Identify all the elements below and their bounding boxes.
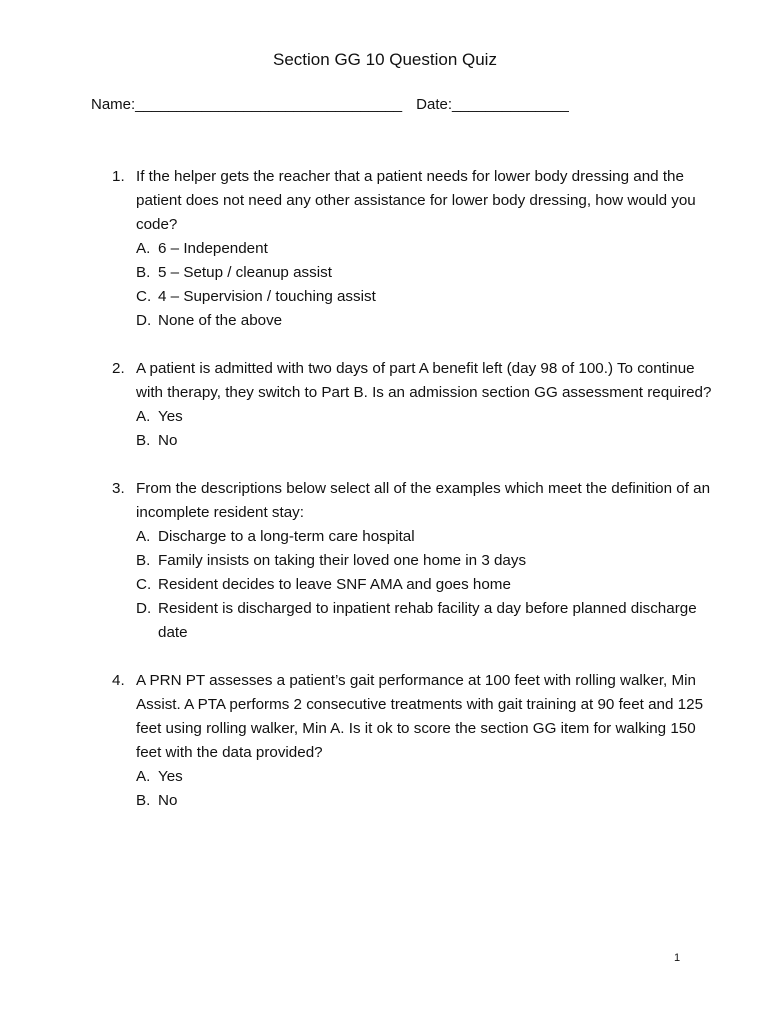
option-text: No (158, 432, 178, 449)
option-text: Yes (158, 408, 183, 425)
option-text: No (158, 792, 178, 809)
option-text: None of the above (158, 312, 283, 329)
option-text: Discharge to a long-term care hospital (158, 528, 415, 545)
option-text: Yes (158, 768, 183, 785)
answer-option (136, 285, 712, 309)
page-number: 1 (674, 952, 681, 964)
question-4 (112, 669, 712, 813)
option-text: 4 – Supervision / touching assist (158, 288, 376, 305)
question-body (136, 669, 712, 813)
question-number: 4. (112, 672, 125, 689)
question-text: If the helper gets the reacher that a patient needs for lower body dressing and the patient does not need any other assistance for lower body dressing, how would you code? (136, 168, 696, 233)
option-text: Resident decides to leave SNF AMA and goes home (158, 576, 511, 593)
question-body (136, 357, 712, 453)
question-text: From the descriptions below select all of the examples which meet the definition of an incomplete resident stay: (136, 480, 711, 521)
question-body (136, 477, 712, 645)
option-letter: C. (136, 288, 152, 305)
answer-option (136, 789, 712, 813)
answer-option (136, 429, 712, 453)
option-text: 6 – Independent (158, 240, 268, 257)
question-body (136, 165, 712, 333)
option-letter: A. (136, 408, 151, 425)
name-date-line (91, 95, 569, 115)
option-text: Resident is discharged to inpatient rehab facility a day before planned discharge date (158, 600, 697, 641)
answer-option (136, 597, 712, 645)
option-letter: B. (136, 432, 151, 449)
option-letter: B. (136, 552, 151, 569)
option-letter: D. (136, 312, 152, 329)
option-letter: C. (136, 576, 152, 593)
option-letter: A. (136, 240, 151, 257)
question-2 (112, 357, 712, 453)
answer-option (136, 405, 712, 429)
answer-option (136, 261, 712, 285)
option-letter: D. (136, 600, 152, 617)
page-title: Section GG 10 Question Quiz (273, 50, 497, 69)
answer-option (136, 309, 712, 333)
question-text: A patient is admitted with two days of part A benefit left (day 98 of 100.) To continue with therapy, they switch to Part B. Is an admission section GG assessment required? (136, 360, 712, 401)
question-number: 2. (112, 360, 125, 377)
answer-option (136, 573, 712, 597)
question-number: 3. (112, 480, 125, 497)
answer-option (136, 237, 712, 261)
answer-option (136, 525, 712, 549)
option-letter: B. (136, 264, 151, 281)
option-text: Family insists on taking their loved one home in 3 days (158, 552, 527, 569)
option-text: 5 – Setup / cleanup assist (158, 264, 332, 281)
question-list (112, 165, 712, 837)
option-letter: B. (136, 792, 151, 809)
question-3 (112, 477, 712, 645)
option-letter: A. (136, 768, 151, 785)
name-field[interactable]: Name:________________________________ (91, 96, 403, 113)
question-text: A PRN PT assesses a patient’s gait performance at 100 feet with rolling walker, Min Assist. A PTA performs 2 consecutive treatments with gait training at 90 feet and 125 feet using rolling walker, Min A. Is it ok to score the section GG item for walking 150 feet with the data provided? (136, 672, 704, 761)
question-number: 1. (112, 168, 125, 185)
question-1 (112, 165, 712, 333)
answer-option (136, 549, 712, 573)
option-letter: A. (136, 528, 151, 545)
answer-option (136, 765, 712, 789)
date-field[interactable]: Date:______________ (416, 96, 569, 113)
